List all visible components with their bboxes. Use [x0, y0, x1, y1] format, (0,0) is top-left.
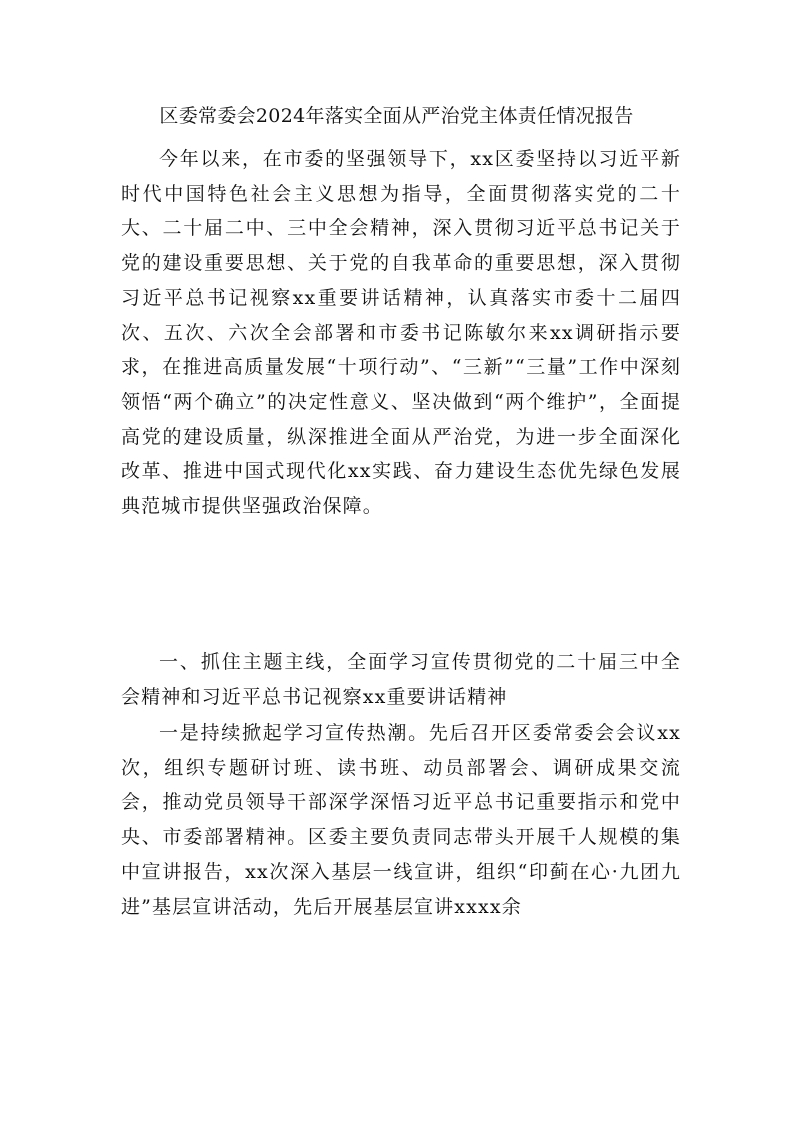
paragraph-item-1: 一是持续掀起学习宣传热潮。先后召开区委常委会会议xx次，组织专题研讨班、读书班、动员部署会、调研成果交流会，推动党员领导干部深学深悟习近平总书记重要指示和党中央、市委部署精神。区委主要负责同志带头开展千人规模的集中宣讲报告，xx次深入基层一线宣讲，组织“印蓟在心·九团九进”基层宣讲活动，先后开展基层宣讲xxxx余	[121, 722, 681, 918]
section-heading-1: 一、抓住主题主线，全面学习宣传贯彻党的二十届三中全会精神和习近平总书记视察xx重要讲话精神	[121, 651, 681, 708]
paragraph-intro: 今年以来，在市委的坚强领导下，xx区委坚持以习近平新时代中国特色社会主义思想为指导，全面贯彻落实党的二十大、二十届二中、三中全会精神，深入贯彻习近平总书记关于党的建设重要思想、关于党的自我革命的重要思想，深入贯彻习近平总书记视察xx重要讲话精神，认真落实市委十二届四次、五次、六次全会部署和市委书记陈敏尔来xx调研指示要求，在推进高质量发展“十项行动”、“三新”“三量”工作中深刻领悟“两个确立”的决定性意义、坚决做到“两个维护”，全面提高党的建设质量，纵深推进全面从严治党，为进一步全面深化改革、推进中国式现代化xx实践、奋力建设生态优先绿色发展典范城市提供坚强政治保障。	[121, 148, 681, 518]
document-title: 区委常委会2024年落实全面从严治党主体责任情况报告	[159, 105, 634, 127]
